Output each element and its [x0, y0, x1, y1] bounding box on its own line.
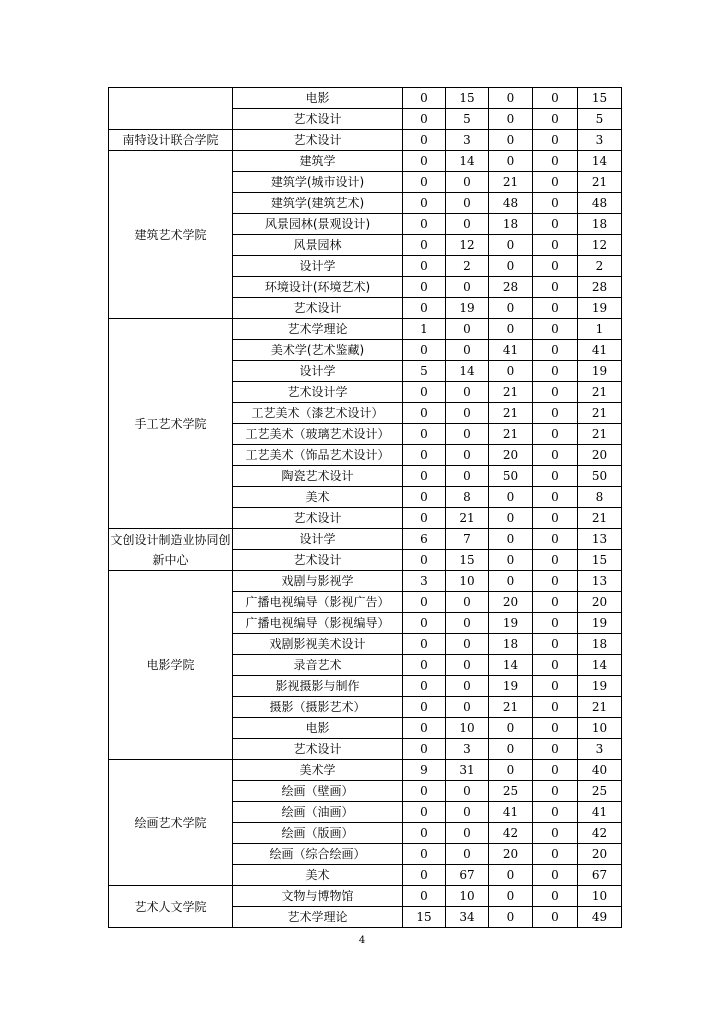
count-cell: 19 — [578, 298, 622, 319]
count-cell: 20 — [489, 844, 533, 865]
count-cell: 0 — [446, 445, 489, 466]
count-cell: 15 — [446, 550, 489, 571]
count-cell: 0 — [489, 298, 533, 319]
count-cell: 3 — [578, 130, 622, 151]
count-cell: 20 — [578, 844, 622, 865]
count-cell: 0 — [403, 718, 446, 739]
count-cell: 0 — [533, 88, 578, 109]
table-row — [109, 529, 622, 550]
count-cell: 0 — [403, 697, 446, 718]
count-cell: 0 — [403, 277, 446, 298]
count-cell: 21 — [489, 382, 533, 403]
count-cell: 0 — [446, 592, 489, 613]
major-cell: 风景园林(景观设计) — [233, 214, 403, 235]
count-cell: 0 — [446, 634, 489, 655]
count-cell: 40 — [578, 760, 622, 781]
count-cell: 0 — [403, 424, 446, 445]
count-cell: 0 — [489, 256, 533, 277]
count-cell: 0 — [446, 781, 489, 802]
major-cell: 艺术设计学 — [233, 382, 403, 403]
count-cell: 8 — [578, 487, 622, 508]
count-cell: 28 — [489, 277, 533, 298]
count-cell: 31 — [446, 760, 489, 781]
count-cell: 0 — [533, 865, 578, 886]
count-cell: 0 — [533, 235, 578, 256]
table-body — [109, 88, 622, 928]
count-cell: 42 — [578, 823, 622, 844]
count-cell: 19 — [578, 676, 622, 697]
count-cell: 0 — [403, 88, 446, 109]
count-cell: 0 — [446, 823, 489, 844]
table-row — [109, 130, 622, 151]
count-cell: 21 — [489, 172, 533, 193]
major-cell: 美术 — [233, 487, 403, 508]
count-cell: 0 — [403, 151, 446, 172]
major-cell: 设计学 — [233, 529, 403, 550]
count-cell: 14 — [578, 151, 622, 172]
major-cell: 摄影（摄影艺术） — [233, 697, 403, 718]
count-cell: 0 — [403, 466, 446, 487]
count-cell: 21 — [446, 508, 489, 529]
count-cell: 12 — [446, 235, 489, 256]
count-cell: 3 — [578, 739, 622, 760]
count-cell: 0 — [533, 256, 578, 277]
count-cell: 21 — [578, 172, 622, 193]
count-cell: 0 — [403, 193, 446, 214]
major-cell: 风景园林 — [233, 235, 403, 256]
count-cell: 41 — [578, 340, 622, 361]
enrollment-table — [108, 87, 622, 928]
count-cell: 0 — [489, 130, 533, 151]
table-row — [109, 886, 622, 907]
count-cell: 10 — [578, 886, 622, 907]
count-cell: 0 — [489, 508, 533, 529]
count-cell: 0 — [533, 718, 578, 739]
count-cell: 25 — [578, 781, 622, 802]
count-cell: 49 — [578, 907, 622, 928]
count-cell: 14 — [446, 361, 489, 382]
count-cell: 10 — [446, 571, 489, 592]
college-cell: 绘画艺术学院 — [109, 760, 233, 886]
count-cell: 21 — [578, 382, 622, 403]
count-cell: 8 — [446, 487, 489, 508]
page-number: 4 — [358, 935, 366, 946]
count-cell: 6 — [403, 529, 446, 550]
major-cell: 绘画（壁画） — [233, 781, 403, 802]
count-cell: 0 — [403, 865, 446, 886]
count-cell: 0 — [533, 466, 578, 487]
count-cell: 0 — [446, 613, 489, 634]
major-cell: 艺术设计 — [233, 550, 403, 571]
count-cell: 0 — [403, 844, 446, 865]
table-row — [109, 319, 622, 340]
major-cell: 文物与博物馆 — [233, 886, 403, 907]
count-cell: 7 — [446, 529, 489, 550]
major-cell: 建筑学 — [233, 151, 403, 172]
count-cell: 0 — [533, 109, 578, 130]
count-cell: 19 — [489, 613, 533, 634]
count-cell: 15 — [578, 550, 622, 571]
count-cell: 0 — [533, 508, 578, 529]
count-cell: 13 — [578, 529, 622, 550]
count-cell: 0 — [533, 487, 578, 508]
count-cell: 0 — [533, 907, 578, 928]
major-cell: 艺术设计 — [233, 109, 403, 130]
count-cell: 0 — [533, 193, 578, 214]
count-cell: 21 — [489, 424, 533, 445]
major-cell: 设计学 — [233, 361, 403, 382]
count-cell: 0 — [533, 655, 578, 676]
count-cell: 0 — [446, 802, 489, 823]
count-cell: 0 — [446, 277, 489, 298]
count-cell: 0 — [446, 214, 489, 235]
college-cell: 电影学院 — [109, 571, 233, 760]
count-cell: 19 — [578, 613, 622, 634]
count-cell: 14 — [578, 655, 622, 676]
college-cell: 手工艺术学院 — [109, 319, 233, 529]
count-cell: 13 — [578, 571, 622, 592]
count-cell: 0 — [533, 592, 578, 613]
count-cell: 0 — [489, 886, 533, 907]
count-cell: 0 — [489, 550, 533, 571]
count-cell: 0 — [533, 445, 578, 466]
count-cell: 0 — [533, 277, 578, 298]
table-row — [109, 151, 622, 172]
count-cell: 9 — [403, 760, 446, 781]
count-cell: 0 — [403, 214, 446, 235]
count-cell: 0 — [403, 130, 446, 151]
count-cell: 21 — [578, 403, 622, 424]
count-cell: 0 — [533, 676, 578, 697]
count-cell: 10 — [446, 886, 489, 907]
count-cell: 14 — [489, 655, 533, 676]
count-cell: 0 — [446, 844, 489, 865]
count-cell: 0 — [446, 655, 489, 676]
major-cell: 工艺美术（漆艺术设计） — [233, 403, 403, 424]
count-cell: 0 — [533, 823, 578, 844]
count-cell: 67 — [578, 865, 622, 886]
count-cell: 1 — [578, 319, 622, 340]
count-cell: 15 — [446, 88, 489, 109]
major-cell: 美术 — [233, 865, 403, 886]
major-cell: 广播电视编导（影视广告） — [233, 592, 403, 613]
count-cell: 0 — [446, 424, 489, 445]
count-cell: 0 — [403, 298, 446, 319]
count-cell: 0 — [533, 550, 578, 571]
count-cell: 21 — [578, 424, 622, 445]
count-cell: 50 — [489, 466, 533, 487]
count-cell: 20 — [578, 592, 622, 613]
major-cell: 录音艺术 — [233, 655, 403, 676]
table-row — [109, 571, 622, 592]
count-cell: 0 — [533, 172, 578, 193]
major-cell: 艺术学理论 — [233, 319, 403, 340]
count-cell: 0 — [489, 760, 533, 781]
count-cell: 34 — [446, 907, 489, 928]
count-cell: 0 — [489, 88, 533, 109]
major-cell: 美术学 — [233, 760, 403, 781]
count-cell: 0 — [446, 466, 489, 487]
count-cell: 3 — [446, 739, 489, 760]
count-cell: 0 — [403, 739, 446, 760]
count-cell: 21 — [578, 508, 622, 529]
major-cell: 美术学(艺术鉴藏) — [233, 340, 403, 361]
count-cell: 0 — [533, 781, 578, 802]
count-cell: 0 — [403, 382, 446, 403]
count-cell: 0 — [489, 907, 533, 928]
count-cell: 0 — [403, 508, 446, 529]
count-cell: 0 — [403, 655, 446, 676]
count-cell: 10 — [446, 718, 489, 739]
count-cell: 21 — [578, 697, 622, 718]
count-cell: 0 — [489, 718, 533, 739]
count-cell: 41 — [489, 340, 533, 361]
count-cell: 0 — [489, 571, 533, 592]
count-cell: 0 — [446, 382, 489, 403]
count-cell: 48 — [489, 193, 533, 214]
count-cell: 0 — [533, 382, 578, 403]
count-cell: 0 — [533, 403, 578, 424]
count-cell: 0 — [533, 340, 578, 361]
major-cell: 绘画（版画） — [233, 823, 403, 844]
count-cell: 0 — [446, 172, 489, 193]
major-cell: 设计学 — [233, 256, 403, 277]
count-cell: 28 — [578, 277, 622, 298]
count-cell: 0 — [533, 634, 578, 655]
major-cell: 戏剧影视美术设计 — [233, 634, 403, 655]
major-cell: 电影 — [233, 718, 403, 739]
major-cell: 艺术设计 — [233, 739, 403, 760]
count-cell: 0 — [403, 403, 446, 424]
count-cell: 0 — [403, 235, 446, 256]
count-cell: 0 — [533, 802, 578, 823]
major-cell: 绘画（综合绘画） — [233, 844, 403, 865]
major-cell: 工艺美术（饰品艺术设计） — [233, 445, 403, 466]
count-cell: 19 — [489, 676, 533, 697]
college-cell: 建筑艺术学院 — [109, 151, 233, 319]
count-cell: 5 — [578, 109, 622, 130]
college-cell: 艺术人文学院 — [109, 886, 233, 928]
count-cell: 0 — [446, 193, 489, 214]
major-cell: 艺术设计 — [233, 130, 403, 151]
count-cell: 0 — [403, 550, 446, 571]
count-cell: 48 — [578, 193, 622, 214]
count-cell: 0 — [403, 781, 446, 802]
count-cell: 0 — [533, 529, 578, 550]
count-cell: 0 — [403, 172, 446, 193]
count-cell: 0 — [533, 151, 578, 172]
count-cell: 0 — [533, 886, 578, 907]
count-cell: 0 — [403, 823, 446, 844]
major-cell: 工艺美术（玻璃艺术设计） — [233, 424, 403, 445]
count-cell: 20 — [489, 445, 533, 466]
count-cell: 0 — [403, 256, 446, 277]
count-cell: 10 — [578, 718, 622, 739]
count-cell: 0 — [533, 739, 578, 760]
count-cell: 0 — [446, 697, 489, 718]
count-cell: 21 — [489, 403, 533, 424]
count-cell: 0 — [533, 613, 578, 634]
count-cell: 50 — [578, 466, 622, 487]
count-cell: 2 — [446, 256, 489, 277]
count-cell: 3 — [446, 130, 489, 151]
major-cell: 电影 — [233, 88, 403, 109]
count-cell: 15 — [578, 88, 622, 109]
count-cell: 0 — [403, 109, 446, 130]
count-cell: 18 — [578, 634, 622, 655]
count-cell: 0 — [533, 130, 578, 151]
table-row — [109, 760, 622, 781]
major-cell: 影视摄影与制作 — [233, 676, 403, 697]
count-cell: 0 — [446, 403, 489, 424]
count-cell: 67 — [446, 865, 489, 886]
count-cell: 19 — [578, 361, 622, 382]
count-cell: 14 — [446, 151, 489, 172]
count-cell: 0 — [489, 361, 533, 382]
count-cell: 0 — [403, 445, 446, 466]
count-cell: 0 — [446, 319, 489, 340]
count-cell: 0 — [489, 319, 533, 340]
count-cell: 0 — [489, 109, 533, 130]
major-cell: 艺术设计 — [233, 298, 403, 319]
count-cell: 3 — [403, 571, 446, 592]
major-cell: 建筑学(城市设计) — [233, 172, 403, 193]
count-cell: 1 — [403, 319, 446, 340]
count-cell: 5 — [446, 109, 489, 130]
count-cell: 0 — [489, 235, 533, 256]
count-cell: 0 — [489, 739, 533, 760]
count-cell: 41 — [489, 802, 533, 823]
count-cell: 0 — [403, 487, 446, 508]
count-cell: 0 — [533, 298, 578, 319]
major-cell: 陶瓷艺术设计 — [233, 466, 403, 487]
count-cell: 0 — [446, 340, 489, 361]
count-cell: 18 — [489, 214, 533, 235]
count-cell: 0 — [489, 151, 533, 172]
count-cell: 0 — [533, 424, 578, 445]
major-cell: 广播电视编导（影视编导） — [233, 613, 403, 634]
count-cell: 0 — [403, 886, 446, 907]
college-cell: 文创设计制造业协同创新中心 — [109, 529, 233, 571]
count-cell: 18 — [578, 214, 622, 235]
major-cell: 建筑学(建筑艺术) — [233, 193, 403, 214]
major-cell: 环境设计(环境艺术) — [233, 277, 403, 298]
major-cell: 艺术设计 — [233, 508, 403, 529]
count-cell: 19 — [446, 298, 489, 319]
count-cell: 0 — [533, 214, 578, 235]
count-cell: 0 — [403, 802, 446, 823]
count-cell: 0 — [533, 760, 578, 781]
table-row — [109, 88, 622, 109]
count-cell: 0 — [489, 529, 533, 550]
college-cell: 南特设计联合学院 — [109, 130, 233, 151]
major-cell: 艺术学理论 — [233, 907, 403, 928]
count-cell: 0 — [403, 634, 446, 655]
count-cell: 42 — [489, 823, 533, 844]
count-cell: 25 — [489, 781, 533, 802]
college-cell — [109, 88, 233, 130]
major-cell: 戏剧与影视学 — [233, 571, 403, 592]
count-cell: 0 — [489, 487, 533, 508]
count-cell: 0 — [489, 865, 533, 886]
count-cell: 0 — [403, 340, 446, 361]
major-cell: 绘画（油画） — [233, 802, 403, 823]
count-cell: 0 — [533, 844, 578, 865]
count-cell: 41 — [578, 802, 622, 823]
count-cell: 15 — [403, 907, 446, 928]
count-cell: 0 — [403, 613, 446, 634]
count-cell: 0 — [533, 319, 578, 340]
count-cell: 5 — [403, 361, 446, 382]
count-cell: 12 — [578, 235, 622, 256]
count-cell: 0 — [403, 592, 446, 613]
count-cell: 0 — [446, 676, 489, 697]
count-cell: 0 — [533, 571, 578, 592]
count-cell: 20 — [489, 592, 533, 613]
count-cell: 2 — [578, 256, 622, 277]
count-cell: 21 — [489, 697, 533, 718]
count-cell: 0 — [533, 697, 578, 718]
count-cell: 20 — [578, 445, 622, 466]
count-cell: 18 — [489, 634, 533, 655]
count-cell: 0 — [533, 361, 578, 382]
count-cell: 0 — [403, 676, 446, 697]
